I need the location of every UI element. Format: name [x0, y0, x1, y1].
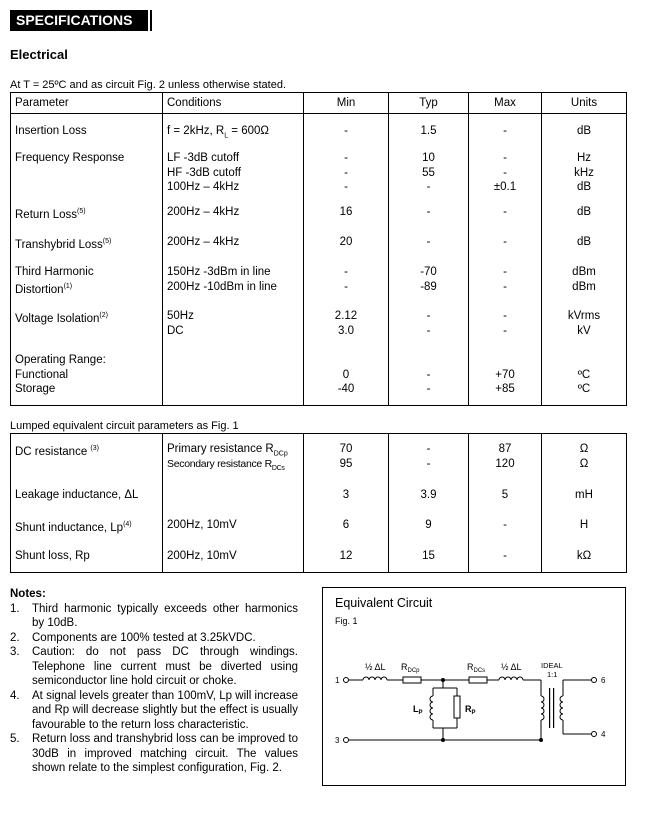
junction-dot	[539, 738, 543, 742]
header-typ: Typ	[389, 93, 469, 114]
table-row	[11, 434, 627, 481]
header-parameter: Parameter	[11, 93, 163, 114]
label-rdcp: $R_{DCp}$	[401, 662, 420, 674]
param-third-harmonic: Third Harmonic	[15, 266, 94, 278]
max-value: -	[503, 166, 507, 179]
table-row	[11, 205, 627, 235]
equivalent-circuit-box	[322, 587, 626, 786]
label-rdcs: $R_{DCs}$	[467, 662, 486, 674]
unit-value: ºC	[577, 383, 591, 395]
resistor-rdcs	[469, 677, 487, 683]
typ-value: -89	[420, 280, 437, 293]
terminal-4	[592, 732, 597, 737]
max-value: 120	[495, 457, 515, 470]
param-storage: Storage	[15, 383, 56, 395]
param-shunt-loss: Shunt loss, Rp	[15, 549, 90, 562]
cond-line: 200Hz, 10mV	[167, 549, 237, 562]
max-value: -	[503, 236, 507, 248]
max-value: -	[503, 518, 507, 531]
max-value: ±0.1	[493, 181, 517, 193]
min-value: 16	[339, 206, 353, 218]
notes-section	[10, 587, 298, 776]
typ-value: -	[426, 310, 431, 322]
label-ideal: IDEAL	[541, 661, 563, 670]
param-shunt-inductance: Shunt inductance, Lp$^{(4)}$	[15, 520, 132, 534]
banner-rule	[150, 10, 152, 31]
typ-value: -	[426, 368, 431, 381]
min-value: -	[344, 280, 348, 293]
label-rp: $R_P$	[465, 704, 476, 716]
cond-line: 200Hz – 4kHz	[167, 236, 240, 248]
cond-line: DC	[167, 324, 184, 337]
table-row	[11, 309, 627, 353]
cond-line: 200Hz – 4kHz	[167, 206, 240, 218]
typ-value: -	[426, 236, 431, 248]
lumped-note: Lumped equivalent circuit parameters as Fig. 1	[10, 420, 239, 432]
param-leakage-inductance: Leakage inductance, ΔL	[15, 488, 139, 501]
max-value: -	[503, 310, 507, 322]
cond-insertion-loss: f = 2kHz, $R_L = 600\Omega$	[167, 125, 269, 140]
cond-primary-resistance: Primary resistance $R_{DCp}$	[167, 443, 288, 458]
typ-value: -	[426, 206, 431, 218]
junction-dot	[441, 738, 445, 742]
typ-value: 15	[422, 549, 435, 562]
param-transhybrid-loss: Transhybrid Loss$^{(5)}$	[15, 238, 112, 251]
max-value: -	[503, 152, 507, 164]
typ-value: 1.5	[420, 125, 437, 137]
table-row	[11, 235, 627, 265]
min-value: -	[344, 166, 348, 179]
section-banner: SPECIFICATIONS	[10, 10, 148, 31]
unit-value: dB	[576, 181, 592, 193]
unit-value: dB	[576, 206, 592, 218]
max-value: +85	[495, 383, 515, 395]
header-conditions: Conditions	[163, 93, 304, 114]
cond-line: 200Hz -10dBm in line	[167, 280, 277, 293]
unit-value: dB	[576, 125, 592, 137]
label-half-dl-1: ½ ΔL	[365, 662, 386, 672]
min-value: 70	[339, 443, 353, 455]
table-row	[11, 265, 627, 309]
list-item: 4. At signal levels greater than 100mV, Lp will increase and Rp will decrease slightly but the effect is usually favourable to the return loss characteristic.	[10, 689, 298, 731]
min-value: -40	[337, 383, 355, 395]
param-functional: Functional	[15, 368, 69, 381]
typ-value: -	[426, 383, 431, 395]
unit-value: ºC	[577, 368, 591, 381]
unit-value: dB	[576, 236, 592, 248]
notes-list	[10, 602, 298, 776]
header-units: Units	[542, 93, 627, 114]
unit-value: kV	[577, 324, 591, 337]
min-value: 0	[342, 368, 350, 381]
cond-line: HF -3dB cutoff	[167, 166, 241, 179]
electrical-spec-table	[10, 92, 627, 406]
param-dc-resistance: DC resistance $^{(3)}$	[15, 445, 99, 458]
label-ratio: 1:1	[547, 670, 558, 679]
table-row	[11, 150, 627, 205]
param-voltage-isolation: Voltage Isolation$^{(2)}$	[15, 312, 108, 325]
unit-value: kVrms	[567, 310, 601, 322]
param-operating-range: Operating Range:	[15, 354, 106, 366]
typ-value: -	[426, 181, 431, 193]
cond-line: 200Hz, 10mV	[167, 518, 237, 531]
list-item: 1. Third harmonic typically exceeds other harmonics by 10dB.	[10, 602, 298, 629]
unit-value: Ω	[579, 457, 589, 470]
min-value: -	[344, 125, 348, 137]
resistor-rdcp	[403, 677, 421, 683]
notes-title: Notes:	[10, 588, 46, 600]
unit-value: kΩ	[576, 549, 592, 562]
equivalent-circuit-diagram	[323, 588, 625, 785]
label-half-dl-2: ½ ΔL	[501, 662, 522, 672]
label-pin-3: 3	[335, 736, 340, 745]
max-value: -	[503, 266, 507, 278]
terminal-6	[592, 678, 597, 683]
min-value: 3	[342, 488, 350, 501]
min-value: 6	[342, 518, 350, 531]
typ-value: -	[426, 443, 431, 455]
cond-secondary-resistance: Secondary resistance $R_{DCs}$	[167, 457, 285, 472]
unit-value: mH	[575, 488, 593, 501]
shunt-inductor	[430, 696, 433, 720]
min-value: 3.0	[338, 324, 354, 337]
min-value: 20	[339, 236, 353, 248]
typ-value: -70	[420, 266, 437, 278]
max-value: +70	[495, 368, 515, 381]
transformer-secondary	[560, 696, 563, 720]
unit-value: dBm	[572, 266, 596, 278]
unit-value: Hz	[576, 152, 592, 164]
condition-note: At T = 25ºC and as circuit Fig. 2 unless otherwise stated.	[10, 79, 286, 91]
junction-dot	[441, 678, 445, 682]
min-value: -	[344, 181, 348, 193]
max-value: -	[503, 125, 507, 137]
min-value: 95	[339, 457, 353, 470]
typ-value: 3.9	[420, 488, 437, 501]
list-item: 3. Caution: do not pass DC through windings. Telephone line current must be diverted using semiconductor line hold circuit or choke.	[10, 646, 298, 687]
label-pin-1: 1	[335, 676, 340, 685]
transformer-primary	[541, 696, 544, 720]
typ-value: 55	[422, 166, 435, 179]
min-value: 2.12	[334, 310, 358, 322]
cond-line: 100Hz – 4kHz	[167, 181, 240, 193]
min-value: -	[344, 266, 348, 278]
max-value: -	[503, 206, 507, 218]
table-row	[11, 540, 627, 573]
circuit-fig-label: Fig. 1	[335, 616, 358, 626]
typ-value: -	[426, 457, 431, 470]
circuit-title: Equivalent Circuit	[335, 596, 433, 610]
typ-value: -	[426, 324, 431, 337]
typ-value: 10	[422, 152, 435, 164]
label-pin-4: 4	[601, 730, 606, 739]
table-row	[11, 353, 627, 406]
cond-line: LF -3dB cutoff	[167, 152, 240, 164]
header-max: Max	[469, 93, 542, 114]
param-frequency-response: Frequency Response	[15, 152, 125, 164]
max-value: 5	[501, 488, 509, 501]
max-value: -	[503, 280, 507, 293]
terminal-3	[344, 738, 349, 743]
label-lp: $L_P$	[413, 704, 423, 716]
param-distortion: Distortion$^{(1)}$	[15, 282, 73, 296]
leakage-inductor-1	[363, 677, 387, 680]
leakage-inductor-2	[499, 677, 523, 680]
unit-value: kHz	[574, 166, 594, 179]
resistor-rp	[454, 696, 460, 718]
max-value: -	[503, 549, 507, 562]
terminal-1	[344, 678, 349, 683]
table-row	[11, 510, 627, 540]
min-value: 12	[339, 549, 353, 562]
unit-value: H	[579, 518, 589, 531]
cond-line: 150Hz -3dBm in line	[167, 266, 271, 278]
header-min: Min	[304, 93, 389, 114]
max-value: 87	[498, 443, 512, 455]
lumped-param-table	[10, 433, 627, 573]
label-pin-6: 6	[601, 676, 606, 685]
electrical-heading: Electrical	[10, 47, 68, 62]
typ-value: 9	[425, 518, 432, 531]
param-return-loss: Return Loss$^{(5)}$	[15, 208, 86, 221]
table-row	[11, 114, 627, 151]
table-row	[11, 480, 627, 510]
list-item: 2. Components are 100% tested at 3.25kVDC.	[10, 631, 256, 644]
param-insertion-loss: Insertion Loss	[15, 125, 87, 137]
table-header-row	[11, 93, 627, 114]
max-value: -	[503, 324, 507, 337]
cond-line: 50Hz	[167, 310, 194, 322]
unit-value: dBm	[572, 280, 596, 293]
min-value: -	[344, 152, 348, 164]
unit-value: Ω	[579, 443, 589, 455]
list-item: 5. Return loss and transhybrid loss can be improved to 30dB in improved matching circuit. The values shown relate to the simplest configuration, Fig. 2.	[10, 733, 298, 774]
